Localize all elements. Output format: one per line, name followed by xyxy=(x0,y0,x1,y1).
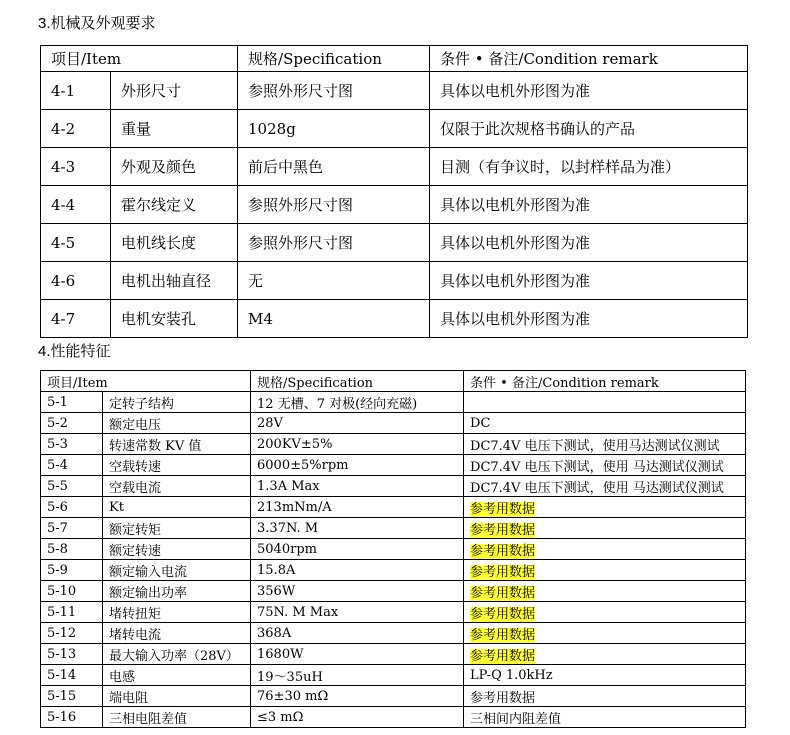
table-row xyxy=(41,110,748,148)
item-name: 三相电阻差值 xyxy=(103,707,251,728)
item-condition-remark: 仅限于此次规格书确认的产品 xyxy=(430,110,748,148)
item-name: 堵转电流 xyxy=(103,623,251,644)
item-condition-remark xyxy=(464,602,746,623)
item-condition-remark xyxy=(464,560,746,581)
table-row xyxy=(41,707,746,728)
table-row xyxy=(41,413,746,434)
item-name: 重量 xyxy=(111,110,238,148)
item-specification: 参照外形尺寸图 xyxy=(238,186,430,224)
table-row xyxy=(41,497,746,518)
table-row xyxy=(41,665,746,686)
item-specification: 无 xyxy=(238,262,430,300)
highlighted-remark: 参考用数据 xyxy=(470,501,536,517)
table-row xyxy=(41,539,746,560)
item-number: 5-15 xyxy=(41,686,103,707)
item-name: 转速常数 KV 值 xyxy=(103,434,251,455)
item-number: 5-14 xyxy=(41,665,103,686)
highlighted-remark: 参考用数据 xyxy=(470,648,536,664)
header-specification: 规格/Specification xyxy=(238,46,430,72)
item-number: 5-11 xyxy=(41,602,103,623)
table-row xyxy=(41,72,748,110)
item-name: 额定转矩 xyxy=(103,518,251,539)
table-row xyxy=(41,581,746,602)
item-condition-remark: DC7.4V 电压下测试，使用马达测试仪测试 xyxy=(464,434,746,455)
item-number: 5-3 xyxy=(41,434,103,455)
item-name: Kt xyxy=(103,497,251,518)
item-specification: 前后中黑色 xyxy=(238,148,430,186)
table-row xyxy=(41,623,746,644)
header-item: 项目/Item xyxy=(41,46,238,72)
item-number: 5-6 xyxy=(41,497,103,518)
table-row xyxy=(41,644,746,665)
item-number: 4-5 xyxy=(41,224,111,262)
item-condition-remark xyxy=(464,518,746,539)
table-row xyxy=(41,476,746,497)
table-row xyxy=(41,300,748,338)
mechanical-requirements-table xyxy=(40,45,748,338)
item-specification: 200KV±5% xyxy=(251,434,464,455)
item-number: 4-7 xyxy=(41,300,111,338)
table-row xyxy=(41,518,746,539)
table-row xyxy=(41,186,748,224)
item-specification: 12 无槽、7 对极(经向充磁) xyxy=(251,392,464,413)
item-specification: 1028g xyxy=(238,110,430,148)
item-specification: 5040rpm xyxy=(251,539,464,560)
item-number: 5-8 xyxy=(41,539,103,560)
item-name: 端电阻 xyxy=(103,686,251,707)
item-number: 5-5 xyxy=(41,476,103,497)
item-name: 额定输入电流 xyxy=(103,560,251,581)
header-condition-remark: 条件 • 备注/Condition remark xyxy=(464,371,746,392)
item-condition-remark: 具体以电机外形图为准 xyxy=(430,300,748,338)
item-number: 4-2 xyxy=(41,110,111,148)
item-specification: 19～35uH xyxy=(251,665,464,686)
highlighted-remark: 参考用数据 xyxy=(470,564,536,580)
item-specification: ≤3 mΩ xyxy=(251,707,464,728)
highlighted-remark: 参考用数据 xyxy=(470,585,536,601)
item-number: 5-10 xyxy=(41,581,103,602)
item-number: 4-3 xyxy=(41,148,111,186)
item-condition-remark xyxy=(464,644,746,665)
section-3-title: 3.机械及外观要求 xyxy=(38,15,156,32)
table-row xyxy=(41,224,748,262)
item-condition-remark: DC xyxy=(464,413,746,434)
item-name: 额定输出功率 xyxy=(103,581,251,602)
performance-table xyxy=(40,370,746,728)
item-number: 5-13 xyxy=(41,644,103,665)
item-name: 外形尺寸 xyxy=(111,72,238,110)
item-number: 5-1 xyxy=(41,392,103,413)
item-specification: M4 xyxy=(238,300,430,338)
item-specification: 356W xyxy=(251,581,464,602)
section-4-title: 4.性能特征 xyxy=(38,343,111,360)
item-number: 5-2 xyxy=(41,413,103,434)
item-number: 5-4 xyxy=(41,455,103,476)
item-specification: 213mNm/A xyxy=(251,497,464,518)
table-row xyxy=(41,455,746,476)
item-condition-remark: 具体以电机外形图为准 xyxy=(430,224,748,262)
table-header-row xyxy=(41,46,748,72)
item-number: 5-9 xyxy=(41,560,103,581)
item-name: 定转子结构 xyxy=(103,392,251,413)
item-number: 4-1 xyxy=(41,72,111,110)
item-number: 4-6 xyxy=(41,262,111,300)
item-name: 外观及颜色 xyxy=(111,148,238,186)
table-row xyxy=(41,434,746,455)
item-specification: 参照外形尺寸图 xyxy=(238,224,430,262)
highlighted-remark: 参考用数据 xyxy=(470,522,536,538)
table-row xyxy=(41,148,748,186)
item-name: 堵转扭矩 xyxy=(103,602,251,623)
item-specification: 368A xyxy=(251,623,464,644)
table-row xyxy=(41,686,746,707)
item-specification: 76±30 mΩ xyxy=(251,686,464,707)
header-specification: 规格/Specification xyxy=(251,371,464,392)
item-condition-remark xyxy=(464,581,746,602)
item-condition-remark: DC7.4V 电压下测试，使用 马达测试仪测试 xyxy=(464,476,746,497)
table-row xyxy=(41,560,746,581)
header-item: 项目/Item xyxy=(41,371,251,392)
highlighted-remark: 参考用数据 xyxy=(470,543,536,559)
item-condition-remark: 具体以电机外形图为准 xyxy=(430,262,748,300)
item-name: 额定转速 xyxy=(103,539,251,560)
item-number: 5-7 xyxy=(41,518,103,539)
item-name: 最大输入功率（28V） xyxy=(103,644,251,665)
header-condition-remark: 条件 • 备注/Condition remark xyxy=(430,46,748,72)
item-specification: 3.37N. M xyxy=(251,518,464,539)
item-condition-remark: 三相间内阻差值 xyxy=(464,707,746,728)
item-condition-remark xyxy=(464,623,746,644)
item-condition-remark xyxy=(464,392,746,413)
table-row xyxy=(41,602,746,623)
item-specification: 28V xyxy=(251,413,464,434)
item-specification: 1.3A Max xyxy=(251,476,464,497)
item-name: 电机安装孔 xyxy=(111,300,238,338)
table-row xyxy=(41,262,748,300)
item-condition-remark: LP-Q 1.0kHz xyxy=(464,665,746,686)
item-condition-remark: 参考用数据 xyxy=(464,686,746,707)
item-name: 空载转速 xyxy=(103,455,251,476)
item-specification: 75N. M Max xyxy=(251,602,464,623)
item-specification: 1680W xyxy=(251,644,464,665)
item-name: 电机线长度 xyxy=(111,224,238,262)
item-name: 电机出轴直径 xyxy=(111,262,238,300)
item-name: 额定电压 xyxy=(103,413,251,434)
item-number: 4-4 xyxy=(41,186,111,224)
item-specification: 15.8A xyxy=(251,560,464,581)
item-condition-remark: DC7.4V 电压下测试，使用 马达测试仪测试 xyxy=(464,455,746,476)
item-condition-remark: 具体以电机外形图为准 xyxy=(430,186,748,224)
item-name: 霍尔线定义 xyxy=(111,186,238,224)
item-number: 5-16 xyxy=(41,707,103,728)
item-name: 空载电流 xyxy=(103,476,251,497)
highlighted-remark: 参考用数据 xyxy=(470,627,536,643)
highlighted-remark: 参考用数据 xyxy=(470,606,536,622)
item-condition-remark xyxy=(464,497,746,518)
table-row xyxy=(41,392,746,413)
item-condition-remark: 目测（有争议时，以封样样品为准） xyxy=(430,148,748,186)
item-number: 5-12 xyxy=(41,623,103,644)
item-specification: 6000±5%rpm xyxy=(251,455,464,476)
table-header-row xyxy=(41,371,746,392)
item-specification: 参照外形尺寸图 xyxy=(238,72,430,110)
item-condition-remark xyxy=(464,539,746,560)
item-condition-remark: 具体以电机外形图为准 xyxy=(430,72,748,110)
item-name: 电感 xyxy=(103,665,251,686)
